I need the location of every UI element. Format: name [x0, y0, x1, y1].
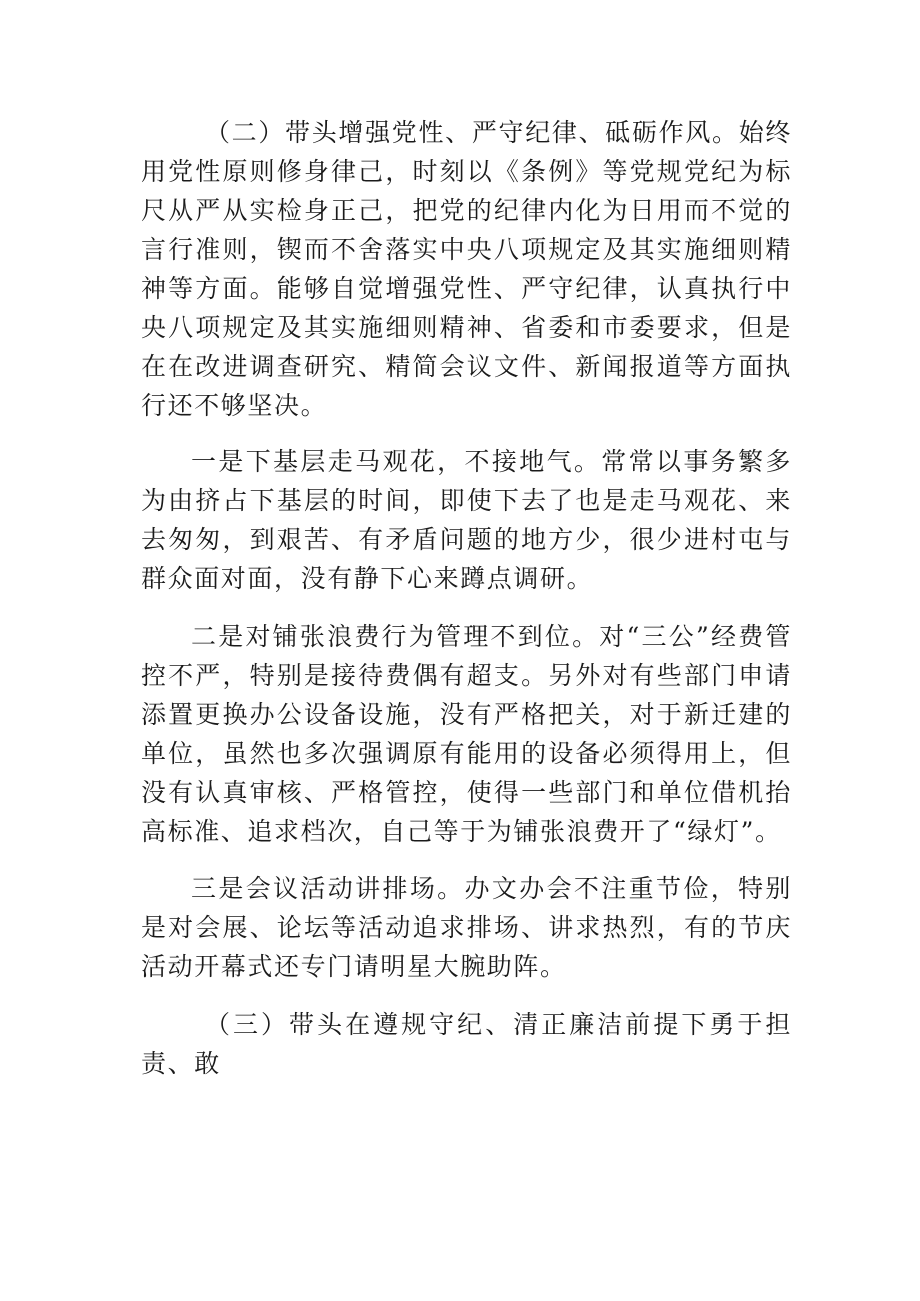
- point-two-paragraph: 二是对铺张浪费行为管理不到位。对“三公”经费管控不严，特别是接待费偶有超支。另外对有些部门申请添置更换办公设备设施，没有严格把关，对于新迁建的单位，虽然也多次强调原有能用的设备必须得用上，但没有认真审核、严格管控，使得一些部门和单位借机抬高标准、追求档次，自己等于为铺张浪费开了“绿灯”。: [141, 622, 792, 846]
- point-three-paragraph: 三是会议活动讲排场。办文办会不注重节俭，特别是对会展、论坛等活动追求排场、讲求热烈，有的节庆活动开幕式还专门请明星大腕助阵。: [141, 874, 792, 981]
- section-two-paragraph: （二）带头增强党性、严守纪律、砥砺作风。始终用党性原则修身律己，时刻以《条例》等党规党纪为标尺从严从实检身正己，把党的纪律内化为日用而不觉的言行准则，锲而不舍落实中央八项规定及其实施细则精神等方面。能够自觉增强党性、严守纪律，认真执行中央八项规定及其实施细则精神、省委和市委要求，但是在在改进调查研究、精简会议文件、新闻报道等方面执行还不够坚决。: [141, 118, 792, 420]
- section-three-paragraph: （三）带头在遵规守纪、清正廉洁前提下勇于担责、敢: [141, 1010, 792, 1078]
- document-body: [141, 113, 792, 1083]
- point-one-paragraph: 一是下基层走马观花，不接地气。常常以事务繁多为由挤占下基层的时间，即使下去了也是走马观花、来去匆匆，到艰苦、有矛盾问题的地方少，很少进村屯与群众面对面，没有静下心来蹲点调研。: [141, 447, 792, 593]
